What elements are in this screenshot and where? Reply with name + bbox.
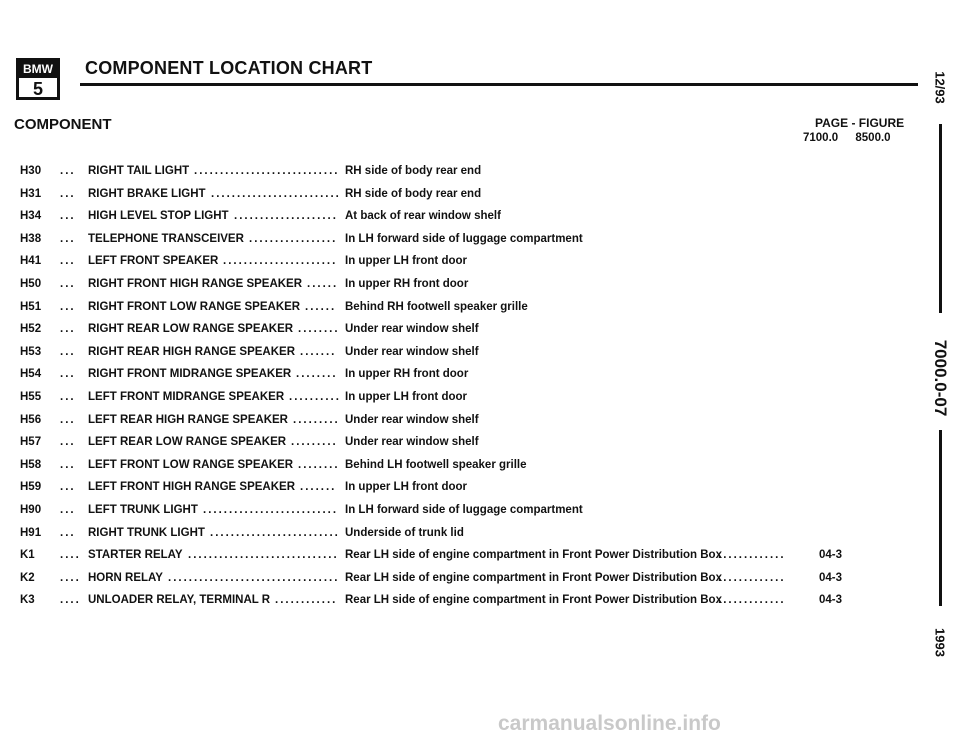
leader-dots: .................................	[168, 571, 340, 584]
component-name: STARTER RELAY	[88, 549, 183, 562]
component-code: H50	[20, 278, 42, 290]
component-name: LEFT REAR LOW RANGE SPEAKER	[88, 436, 287, 449]
component-location: In upper LH front door	[345, 391, 468, 403]
component-code: K2	[20, 571, 35, 584]
component-code: H41	[20, 255, 42, 268]
sidebar-year: 1993	[932, 628, 948, 657]
leader-dots: ....................	[234, 210, 338, 223]
leader-dots: .............................	[188, 549, 339, 562]
component-code: H52	[20, 323, 42, 336]
component-code: K1	[20, 549, 35, 562]
component-name: RIGHT FRONT MIDRANGE SPEAKER	[88, 368, 292, 381]
component-location: In upper LH front door	[345, 481, 468, 494]
component-location: Behind LH footwell speaker grille	[345, 458, 527, 471]
leader-dots: .........................	[211, 187, 341, 200]
sidebar-date: 12/93	[932, 71, 948, 104]
component-name: LEFT FRONT LOW RANGE SPEAKER	[88, 458, 294, 471]
leader-dots: .............	[718, 571, 786, 584]
component-code: H91	[20, 526, 42, 539]
component-location: Underside of trunk lid	[345, 526, 464, 539]
leader-dots: .................	[249, 232, 338, 245]
component-code: H54	[20, 368, 42, 381]
leader-dots: .......	[300, 481, 337, 494]
component-name: LEFT FRONT SPEAKER	[88, 255, 219, 268]
component-name: RIGHT TRUNK LIGHT	[88, 526, 205, 539]
leader-dots: ...	[60, 391, 76, 403]
title-rule	[80, 83, 918, 86]
component-name: RIGHT FRONT LOW RANGE SPEAKER	[88, 300, 301, 313]
leader-dots: ............................	[194, 165, 340, 177]
component-location: In upper RH front door	[345, 278, 469, 290]
leader-dots: .........	[291, 436, 338, 449]
leader-dots: ....	[60, 594, 81, 607]
leader-dots: ............	[275, 594, 338, 607]
leader-dots: .......	[300, 345, 337, 358]
component-column-header: COMPONENT	[14, 116, 112, 133]
component-code: H51	[20, 300, 42, 313]
leader-dots: ...	[60, 232, 76, 245]
component-code: H90	[20, 504, 42, 516]
component-name: LEFT FRONT HIGH RANGE SPEAKER	[88, 481, 296, 494]
leader-dots: ...	[60, 504, 76, 516]
logo-series: 5	[32, 79, 43, 99]
component-location: Rear LH side of engine compartment in Front Power Distribution Box	[345, 549, 722, 562]
component-location: Under rear window shelf	[345, 323, 479, 336]
component-code: H55	[20, 391, 42, 403]
page-figure-column-header: PAGE - FIGURE	[815, 116, 905, 130]
bmw-5-series-logo	[16, 58, 60, 100]
component-code: H31	[20, 187, 42, 200]
component-code: H56	[20, 413, 42, 426]
leader-dots: ...	[60, 436, 76, 449]
page-reference: 04-3	[819, 549, 843, 562]
component-name: HORN RELAY	[88, 571, 163, 584]
component-code: H30	[20, 165, 42, 177]
component-code: K3	[20, 594, 35, 607]
component-name: RIGHT REAR LOW RANGE SPEAKER	[88, 323, 294, 336]
leader-dots: ..........	[289, 391, 341, 403]
leader-dots: ...	[60, 300, 76, 313]
component-location: RH side of body rear end	[345, 165, 482, 177]
page-reference: 04-3	[819, 571, 843, 584]
component-name: LEFT REAR HIGH RANGE SPEAKER	[88, 413, 288, 426]
leader-dots: ...	[60, 187, 76, 200]
side-rule-bottom	[939, 430, 942, 606]
component-code: H59	[20, 481, 42, 494]
component-location: Under rear window shelf	[345, 413, 479, 426]
leader-dots: ...	[60, 526, 76, 539]
sidebar-page-number: 7000.0-07	[931, 339, 950, 417]
component-name: RIGHT BRAKE LIGHT	[88, 187, 206, 200]
component-name: HIGH LEVEL STOP LIGHT	[88, 210, 229, 223]
component-location: Rear LH side of engine compartment in Front Power Distribution Box	[345, 594, 722, 607]
leader-dots: ...	[60, 413, 76, 426]
leader-dots: ...	[60, 323, 76, 336]
component-code: H34	[20, 210, 42, 223]
component-code: H53	[20, 345, 42, 358]
component-name: RIGHT REAR HIGH RANGE SPEAKER	[88, 345, 296, 358]
component-code: H57	[20, 436, 42, 449]
figure-value: 8500.0	[855, 132, 891, 144]
page-title: COMPONENT LOCATION CHART	[85, 58, 373, 78]
component-name: UNLOADER RELAY, TERMINAL R	[88, 594, 271, 607]
page-reference: 04-3	[819, 594, 843, 607]
component-location: In upper RH front door	[345, 368, 469, 381]
component-location: Under rear window shelf	[345, 345, 479, 358]
leader-dots: .........................	[210, 526, 340, 539]
watermark: carmanualsonline.info	[498, 712, 721, 735]
side-rule-top	[939, 124, 942, 313]
leader-dots: ...	[60, 481, 76, 494]
component-code: H58	[20, 458, 42, 471]
leader-dots: ........	[296, 368, 338, 381]
component-location: Rear LH side of engine compartment in Front Power Distribution Box	[345, 571, 722, 584]
leader-dots: ...	[60, 458, 76, 471]
component-location: Under rear window shelf	[345, 436, 479, 449]
component-name: RIGHT FRONT HIGH RANGE SPEAKER	[88, 278, 303, 290]
component-code: H38	[20, 232, 42, 245]
logo-brand: BMW	[19, 61, 57, 78]
component-location: In LH forward side of luggage compartment	[345, 504, 583, 516]
component-name: LEFT FRONT MIDRANGE SPEAKER	[88, 391, 285, 403]
leader-dots: ........	[298, 323, 340, 336]
component-location: In upper LH front door	[345, 255, 468, 268]
component-location: RH side of body rear end	[345, 187, 482, 200]
leader-dots: ...	[60, 255, 76, 268]
leader-dots: ......	[305, 300, 337, 313]
leader-dots: ...	[60, 345, 76, 358]
leader-dots: ....	[60, 549, 81, 562]
leader-dots: ...	[60, 210, 76, 223]
leader-dots: ....	[60, 571, 81, 584]
leader-dots: .............	[718, 549, 786, 562]
component-name: TELEPHONE TRANSCEIVER	[88, 232, 244, 245]
leader-dots: ...	[60, 165, 76, 177]
component-name: RIGHT TAIL LIGHT	[88, 165, 190, 177]
component-name: LEFT TRUNK LIGHT	[88, 504, 198, 516]
component-location: At back of rear window shelf	[345, 210, 501, 223]
leader-dots: ........	[298, 458, 340, 471]
leader-dots: ......	[307, 278, 339, 290]
leader-dots: ......................	[223, 255, 338, 268]
component-location: Behind RH footwell speaker grille	[345, 300, 528, 313]
page-figure-values	[803, 132, 891, 144]
component-location: In LH forward side of luggage compartment	[345, 232, 583, 245]
page-value: 7100.0	[803, 132, 839, 144]
leader-dots: ...	[60, 278, 76, 290]
leader-dots: ..........................	[203, 504, 339, 516]
leader-dots: ...	[60, 368, 76, 381]
leader-dots: .........	[293, 413, 340, 426]
leader-dots: .............	[718, 594, 786, 607]
